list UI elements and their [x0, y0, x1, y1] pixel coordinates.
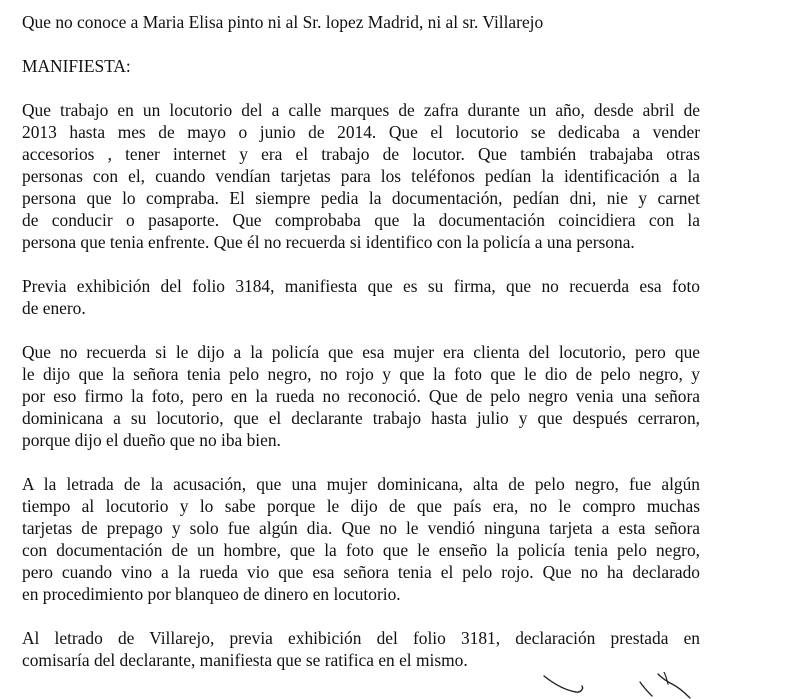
intro-line: Que no conoce a Maria Elisa pinto ni al Sr. lopez Madrid, ni al sr. Villarejo — [22, 12, 544, 32]
paragraph-letrado-villarejo — [22, 627, 700, 671]
text-line: persona que tenia enfrente. Que él no recuerda si identifico con la policía a una persona. — [22, 232, 635, 252]
paragraph-folio-3184 — [22, 275, 700, 319]
text-line: comisaría del declarante, manifiesta que se ratifica en el mismo. — [22, 650, 468, 670]
text-line: Previa exhibición del folio 3184, manifiesta que es su firma, que no recuerda esa foto — [22, 276, 700, 296]
paragraph-letrada-acusacion — [22, 473, 700, 605]
text-line: en procedimiento por blanqueo de dinero en locutorio. — [22, 584, 401, 604]
text-line: porque dijo el dueño que no iba bien. — [22, 430, 281, 450]
text-line: accesorios , tener internet y era el trabajo de locutor. Que también trabajaba otras — [22, 144, 700, 164]
text-line: dominicana a su locutorio, que el declarante trabajo hasta julio y que después cerraron, — [22, 408, 700, 428]
text-line: con documentación de un hombre, que la foto que le enseño la policía tenia pelo negro, — [22, 540, 700, 560]
text-line: Que no recuerda si le dijo a la policía que esa mujer era clienta del locutorio, pero que — [22, 342, 700, 362]
text-line: de enero. — [22, 298, 86, 318]
text-line: le dijo que la señora tenia pelo negro, no rojo y que la foto que le dio de pelo negro, y — [22, 364, 700, 384]
paragraph-trabajo — [22, 99, 700, 253]
text-line: tarjetas de prepago y solo fue algún dia. Que no le vendió ninguna tarjeta a esta señora — [22, 518, 700, 538]
text-line: A la letrada de la acusación, que una mujer dominicana, alta de pelo negro, fue algún — [22, 474, 700, 494]
text-line: tiempo al locutorio y lo sabe porque le dijo de que país era, no le compro muchas — [22, 496, 700, 516]
text-line: por eso firmo la foto, pero en la rueda no reconoció. Que de pelo negro venia una señora — [22, 386, 700, 406]
heading-manifiesta: MANIFIESTA: — [22, 56, 131, 76]
text-line: Al letrado de Villarejo, previa exhibición del folio 3181, declaración prestada en — [22, 628, 700, 648]
text-line: persona que lo compraba. El siempre pedia la documentación, pedían dni, nie y carnet — [22, 188, 700, 208]
text-line: 2013 hasta mes de mayo o junio de 2014. Que el locutorio se dedicaba a vender — [22, 122, 700, 142]
text-line: pero cuando vino a la rueda vio que esa señora tenia el pelo rojo. Que no ha declarado — [22, 562, 700, 582]
signature-scribble — [540, 672, 700, 699]
paragraph-policia — [22, 341, 700, 451]
text-line: Que trabajo en un locutorio del a calle marques de zafra durante un año, desde abril de — [22, 100, 700, 120]
text-line: de conducir o pasaporte. Que comprobaba que la documentación coincidiera con la — [22, 210, 700, 230]
document-page — [22, 11, 700, 671]
text-line: personas con el, cuando vendían tarjetas para los teléfonos pedían la identificación a la — [22, 166, 700, 186]
